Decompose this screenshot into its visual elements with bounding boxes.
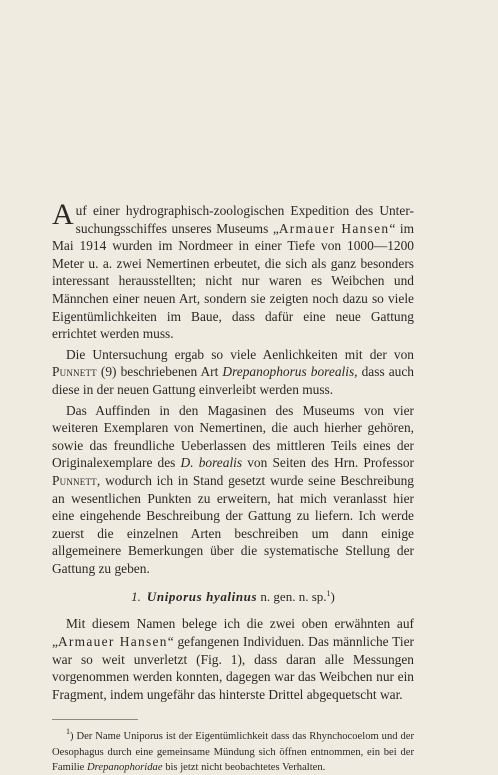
footnote-mark: 1 [326, 589, 331, 599]
paragraph-punnett [52, 346, 414, 399]
intro-text-1: uf einer hydrographisch-zoologischen Expedition des Unter- [75, 203, 414, 218]
intro-text-2: suchungsschiffes unseres Museums „ [75, 220, 279, 236]
ship-name: Armauer Hansen [57, 634, 168, 650]
main-text [52, 198, 415, 775]
drop-cap: A [52, 198, 74, 231]
para2-text-2: (9) beschriebenen Art [96, 364, 223, 380]
para3-text-3: wodurch ich in Stand gesetzt wurde seine Beschreibung an wesentlichen Punkten zu erweitern, hat mich veranlasst hier eine eingehende Beschreibung der Gattung zu liefern. Ich werde zuerst die einzelnen Arten beschreiben um dann einige allgemeinere Bemerkungen über die systematische Stellung der Gattung zu geben. [52, 472, 414, 576]
footnote-text-1: ) Der Name Uniporus ist der Eigentümlichkeit dass das Rhynchocoelom und der Oesophagus durch eine gemeinsame Mündung sich öffnen entnommen, ein bei der Familie [52, 731, 414, 773]
footnote-rule [52, 719, 138, 720]
family-name: Drepanophoridae [87, 761, 163, 773]
para4-text-2: “ gefangenen Individuen. Das männliche Tier war so weit unverletzt (Fig. 1), dass daran alle Messungen vorgenommen werden konnten, dagegen war das Weibchen nur ein Fragment, indem ungefähr das hinterste Drittel abgequetscht war. [52, 634, 414, 702]
species-suffix: n. gen. n. sp. [257, 589, 327, 605]
species-heading [52, 588, 414, 605]
para3-text-2: von Seiten des Hrn. Professor [242, 455, 414, 471]
section-number: 1. [131, 589, 141, 605]
footnote [52, 729, 414, 775]
paragraph-description [52, 615, 414, 703]
para2-text-3: dass auch diese in der neuen Gattung einverleibt werden muss. [52, 364, 414, 397]
para3-text-1: Das Auffinden in den Magasinen des Museums von vier weiteren Exemplaren von Nemertinen, die auch hierher gehören, sowie das freundliche Ueberlassen des mittleren Teils eines der Originalexemplare des [52, 402, 414, 471]
author-name: Punnett [52, 364, 97, 380]
footnote-number: 1 [66, 727, 70, 737]
para2-text-1: Die Untersuchung ergab so viele Aenlichkeiten mit der von [66, 346, 414, 362]
intro-paragraph [52, 198, 415, 343]
para4-text-1: Mit diesem Namen belege ich die zwei oben erwähnten auf „ [52, 616, 414, 650]
ship-name: Armauer Hansen [278, 220, 390, 236]
species-name: D. borealis [180, 455, 243, 471]
species-title: Uniporus hyalinus [146, 589, 258, 605]
intro-text-3: “ im Mai 1914 wurden im Nordmeer in einer Tiefe von 1000—1200 Meter u. a. zwei Nemertinen erbeutet, die sich als ganz besonders interessant herausstellten; nicht nur waren es Weibchen und Männchen einer neuen Art, sondern sie zeigten noch dazu so viele Eigentümlichkeiten im Baue, dass dafür eine neue Gattung errichtet werden muss. [52, 220, 415, 342]
footnote-text-2: bis jetzt nicht beobachtetes Verhalten. [162, 761, 326, 773]
paragraph-specimens [52, 402, 414, 578]
heading-close: ) [330, 589, 335, 605]
author-name: Punnett, [52, 472, 101, 488]
species-name: Drepanophorus borealis, [222, 364, 358, 380]
